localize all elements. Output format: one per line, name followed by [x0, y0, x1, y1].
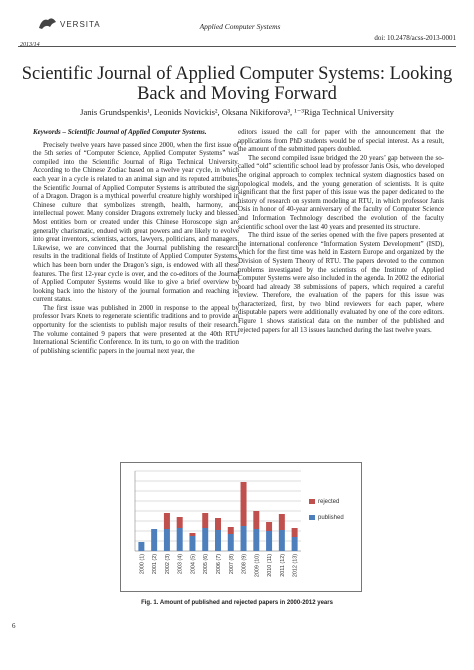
bar-published: [215, 530, 221, 551]
logo-text: VERSITA: [60, 20, 101, 29]
bar-published: [228, 534, 234, 551]
paragraph: Precisely twelve years have passed since 2000, when the first issue of the 5th series of “Computer Science, Applied Computer Systems” was compiled into the Scientific Journal of Riga Technical University. According to the Chinese Zodiac based on a twelve year cycle, in which each year in a cycle is related to an animal sign and its reputed attributes, the Scientific Journal of Applied Computer Systems is attributed the sign of a Dragon. Dragon is a mythical powerful creature highly worshiped in Chinese culture that symbolizes strength, health, harmony, and intellectual power. Many consider Dragons extremely lucky and blessed. Most entities born or created under this Chinese Horoscope sign are generally charismatic, endued with great powers and are likely to evolve into great inventors, scientists, actors, lawyers, politicians, and managers. Likewise, we are convinced that the Journal publishing the research results in the traditional fields of Institute of Applied Computer Systems, which has been born under the Dragon’s sign, is endowed with all these features. The first 12-year cycle is over, and the co-editors of the Journal of Applied Computer Systems would like to give a brief overview by looking back into the history of the journal formation and reaching its current status.: [33, 140, 239, 304]
bar-rejected: [189, 533, 195, 536]
bar-published: [279, 530, 285, 551]
x-tick-label: 2007 (8): [228, 554, 235, 575]
left-column: [33, 128, 239, 355]
paragraph: editors issued the call for paper with the announcement that the applications from PhD students would be of special interest. As a result, the amount of the submitted papers doubled.: [238, 128, 444, 154]
dragon-emblem-icon: [39, 18, 56, 29]
page-number: 6: [12, 622, 16, 630]
x-tick-label: 2004 (5): [190, 554, 197, 575]
bar-published: [202, 528, 208, 551]
running-header-journal: Applied Computer Systems: [199, 22, 281, 31]
bar-rejected: [241, 482, 247, 526]
bar-rejected: [253, 511, 259, 529]
x-tick-label: 2012 (13): [292, 554, 299, 578]
legend-label-published: published: [318, 515, 344, 521]
x-tick-label: 2001 (2): [152, 554, 159, 575]
right-column: [238, 128, 444, 334]
bar-rejected: [164, 513, 170, 529]
author-line: Janis Grundspenkis¹, Leonids Novickis², Oksana Nikiforova³, ¹⁻³Riga Technical University: [80, 107, 394, 117]
bar-published: [241, 526, 247, 551]
paragraph: The third issue of the series opened with the five papers presented at the international conference “Information System Development” (ISD), which for the first time was held in Eastern Europe and organized by the Division of System Theory of RTU. The papers devoted to the common problems investigated by the scientists of the Institute of Applied Computer Systems were also included in the agenda. In 2002 the editorial board had already 38 submissions of papers, which required a careful review. Therefore, the evaluation of the papers for this issue was characterized, first, by two blind reviewers for each paper, where disputable papers were additionally evaluated by one of the core editors. Figure 1 shows statistical data on the number of the published and rejected papers for all 13 issues launched during the last twelve years.: [238, 231, 444, 334]
header-divider: [18, 46, 456, 47]
bar-rejected: [177, 517, 183, 528]
bar-published: [292, 537, 298, 551]
bar-rejected: [215, 518, 221, 530]
bar-rejected: [292, 528, 298, 537]
page-title: Scientific Journal of Applied Computer Systems: Looking Back and Moving Forward: [21, 64, 453, 104]
paragraph: The second compiled issue bridged the 20 years’ gap between the so-called “old” scientific school lead by professor Janis Osis, who developed the original approach to complex technical system diagnostics based on topological models, and the young generation of scientists. It is quite significant that the first paper of this issue was the paper dedicated to the history of research on system modeling at RTU, in which professor Janis Osis in honor of 40-year anniversary of the faculty of Computer Science and Information Technology described the evolution of the faculty scientific school over the last 40 years and presented its structure.: [238, 153, 444, 231]
year-issue: 2013/14: [20, 42, 40, 48]
doi: doi: 10.2478/acss-2013-0001: [374, 34, 456, 42]
figure-1-chart: [120, 462, 362, 592]
bar-published: [189, 536, 195, 551]
bar-rejected: [202, 513, 208, 528]
x-tick-label: 2005 (6): [203, 554, 210, 575]
bar-published: [151, 529, 157, 551]
figure-caption: Fig. 1. Amount of published and rejected papers in 2000-2012 years: [141, 600, 333, 606]
bar-published: [266, 531, 272, 551]
x-tick-label: 2002 (3): [164, 554, 171, 575]
x-tick-label: 2006 (7): [216, 554, 222, 575]
x-tick-label: 2009 (10): [254, 554, 261, 578]
legend-swatch-published: [309, 515, 315, 520]
bar-published: [253, 529, 259, 551]
keywords: Keywords – Scientific Journal of Applied Computer Systems.: [33, 128, 207, 136]
versita-logo: [36, 14, 121, 32]
x-tick-label: 2003 (4): [177, 554, 184, 575]
paragraph: The first issue was published in 2000 in response to the appeal by professor Ivars Knets to regenerate scientific traditions and to provide an opportunity for the scientists to publish major results of their research. The volume contained 9 papers that were presented at the 40th RTU International Scientific Conference. In its turn, to go on with the tradition of publishing scientific papers in the journal next year, the: [33, 303, 239, 355]
bar-published: [164, 529, 170, 551]
x-tick-label: 2010 (11): [267, 554, 274, 577]
bar-rejected: [266, 522, 272, 531]
x-tick-label: 2008 (9): [241, 554, 248, 575]
stacked-bar-chart: [121, 463, 361, 591]
bar-published: [177, 528, 183, 551]
bar-rejected: [279, 514, 285, 530]
bar-rejected: [228, 527, 234, 534]
x-tick-label: 2011 (12): [279, 554, 286, 577]
legend-label-rejected: rejected: [318, 499, 340, 505]
x-tick-label: 2000 (1): [139, 554, 146, 575]
bar-published: [138, 542, 144, 551]
legend-swatch-rejected: [309, 499, 315, 504]
